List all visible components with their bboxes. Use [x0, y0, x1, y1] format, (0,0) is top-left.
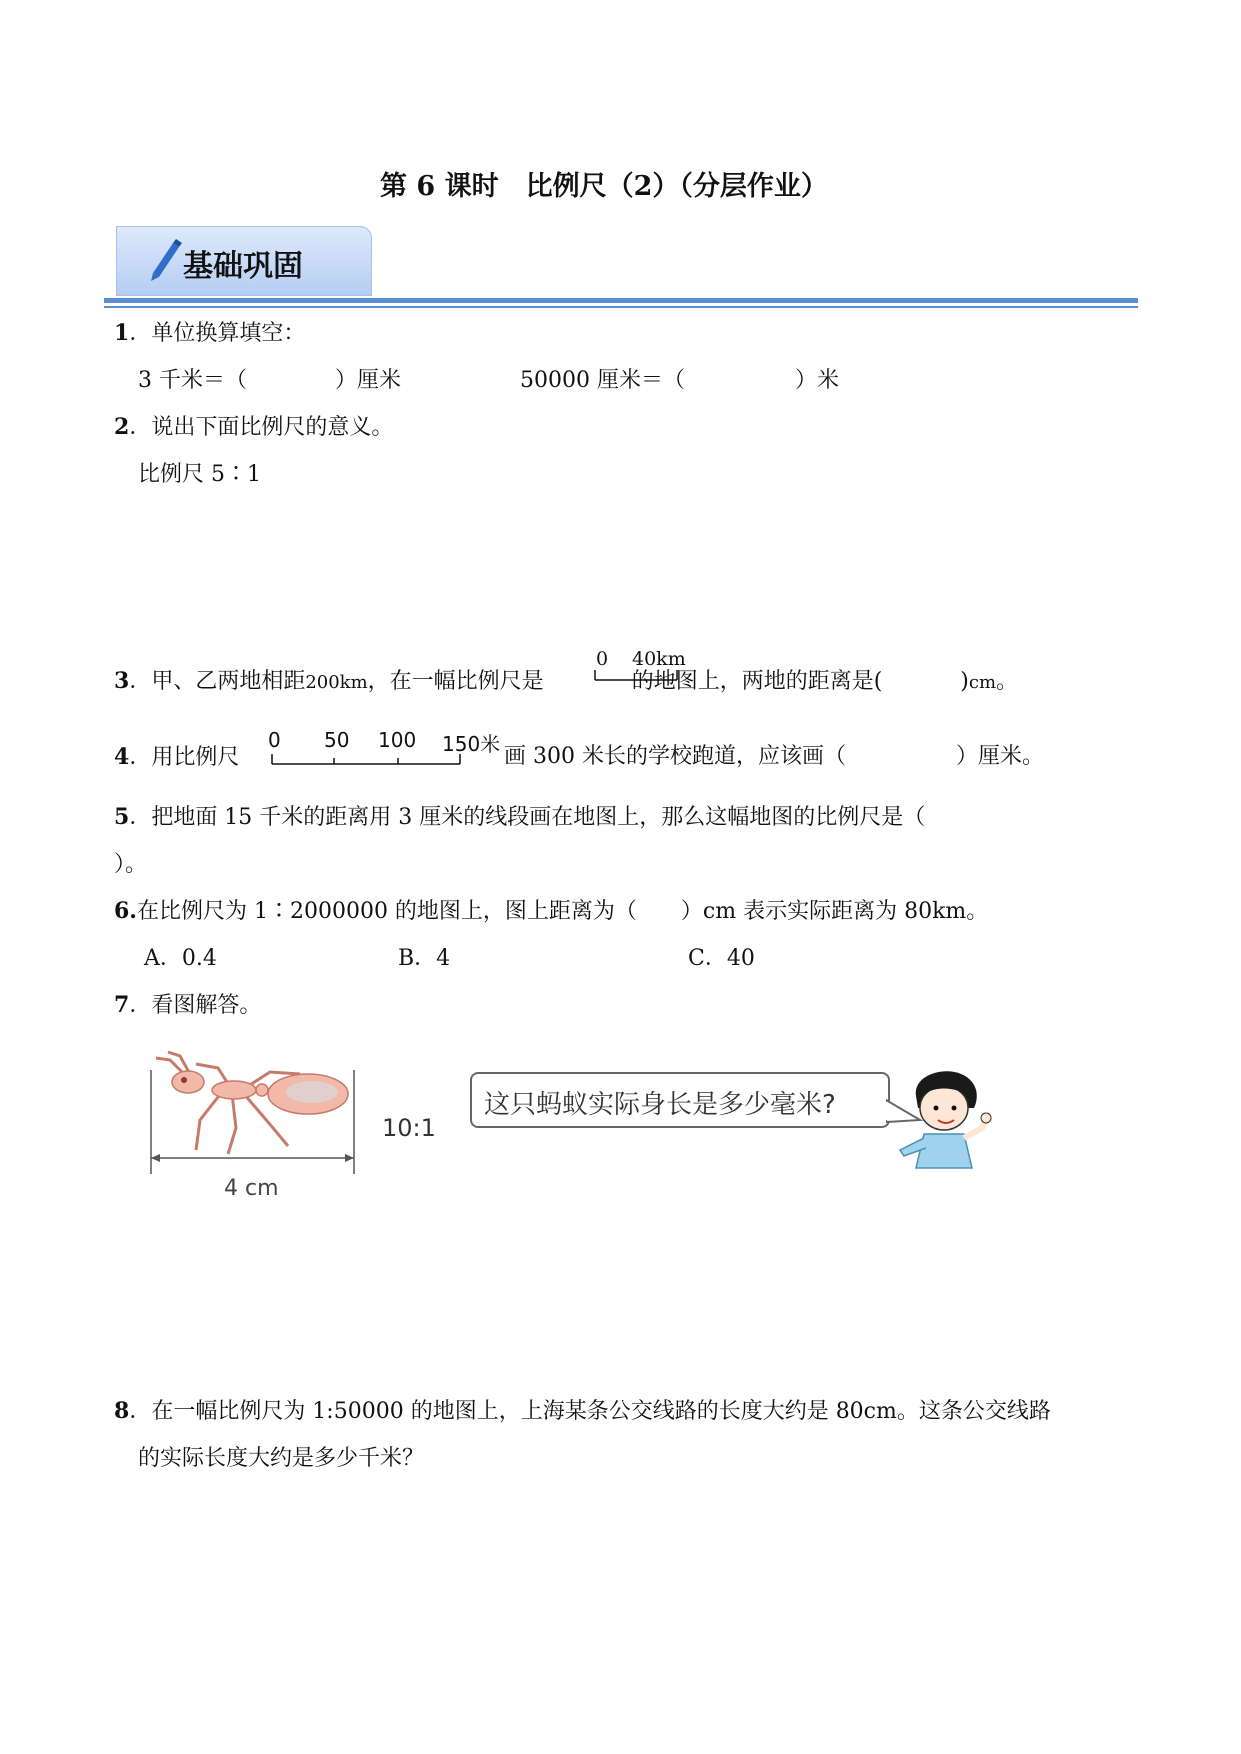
q3-scale-bar	[594, 668, 678, 682]
q1-item-b: 50000 厘米＝（ ）米	[520, 368, 839, 393]
question-text: ．在一幅比例尺为 1:50000 的地图上，上海某条公交线路的长度大约是 80cm。这条公交线路	[129, 1399, 1051, 1424]
question-text: 。	[996, 669, 1019, 694]
question-text: )	[960, 669, 969, 694]
pencil-icon	[143, 235, 183, 283]
question-6	[114, 896, 988, 927]
section-label: 基础巩固	[183, 249, 303, 284]
q5-text-2: ）。	[114, 852, 148, 877]
question-1	[114, 318, 305, 349]
question-number: 1	[114, 320, 130, 346]
q3-distance: 200km	[305, 672, 368, 693]
ant-figure	[140, 1050, 370, 1180]
question-2	[114, 412, 393, 443]
page-title: 第 6 课时 比例尺（2）（分层作业）	[380, 171, 828, 202]
q4-text-b: 画 300 米长的学校跑道，应该画（ ）厘米。	[504, 744, 1044, 769]
q4-scale-label-100: 100	[378, 728, 417, 752]
question-text: ，在一幅比例尺是	[367, 669, 544, 694]
question-number: 6.	[114, 898, 137, 924]
question-3	[114, 666, 1018, 698]
q1-item-a: 3 千米＝（ ）厘米	[138, 368, 401, 393]
section-rule-thick	[104, 298, 1138, 303]
question-7	[114, 990, 261, 1021]
ant-length-label: 4 cm	[224, 1176, 279, 1201]
question-text: ．看图解答。	[129, 993, 262, 1018]
question-number: 2	[114, 414, 130, 440]
q2-scale: 比例尺 5∶1	[138, 462, 261, 487]
question-number: 4	[114, 744, 130, 770]
question-number: 5	[114, 804, 130, 830]
q4-scale-label-0: 0	[268, 728, 281, 752]
q3-scale-40km: 40km	[632, 648, 686, 670]
boy-figure	[896, 1064, 1000, 1174]
question-text: ．把地面 15 千米的距离用 3 厘米的线段画在地图上，那么这幅地图的比例尺是（	[129, 805, 926, 830]
q4-scale-label-150: 150米	[442, 732, 501, 756]
speech-text: 这只蚂蚁实际身长是多少毫米?	[484, 1090, 836, 1120]
question-4	[114, 742, 239, 773]
q4-scale-bar	[270, 752, 464, 766]
section-rule-thin	[104, 306, 1138, 308]
q4-scale-label-50: 50	[324, 728, 350, 752]
q8-text-2: 的实际长度大约是多少千米？	[138, 1446, 425, 1471]
question-number: 3	[114, 668, 130, 694]
q3-unit: cm	[968, 672, 997, 693]
question-number: 7	[114, 992, 130, 1018]
question-text: ．单位换算填空：	[129, 321, 306, 346]
q6-option-b: B．4	[398, 946, 451, 971]
scale-ratio: 10:1	[382, 1114, 436, 1142]
question-number: 8	[114, 1398, 130, 1424]
question-text: ．说出下面比例尺的意义。	[129, 415, 394, 440]
question-8	[114, 1396, 1051, 1427]
question-5	[114, 802, 925, 833]
question-text: ．用比例尺	[129, 745, 240, 770]
question-text: 在比例尺为 1∶2000000 的地图上，图上距离为（ ）cm 表示实际距离为 80km。	[136, 899, 989, 924]
question-text: 的地图上，两地的距离是(	[631, 669, 883, 694]
q6-option-a: A．0.4	[144, 946, 217, 971]
q6-option-c: C．40	[688, 946, 755, 971]
question-text: ．甲、乙两地相距	[129, 669, 306, 694]
section-banner	[116, 226, 372, 296]
speech-bubble	[470, 1072, 890, 1128]
q3-scale-zero: 0	[596, 648, 609, 670]
